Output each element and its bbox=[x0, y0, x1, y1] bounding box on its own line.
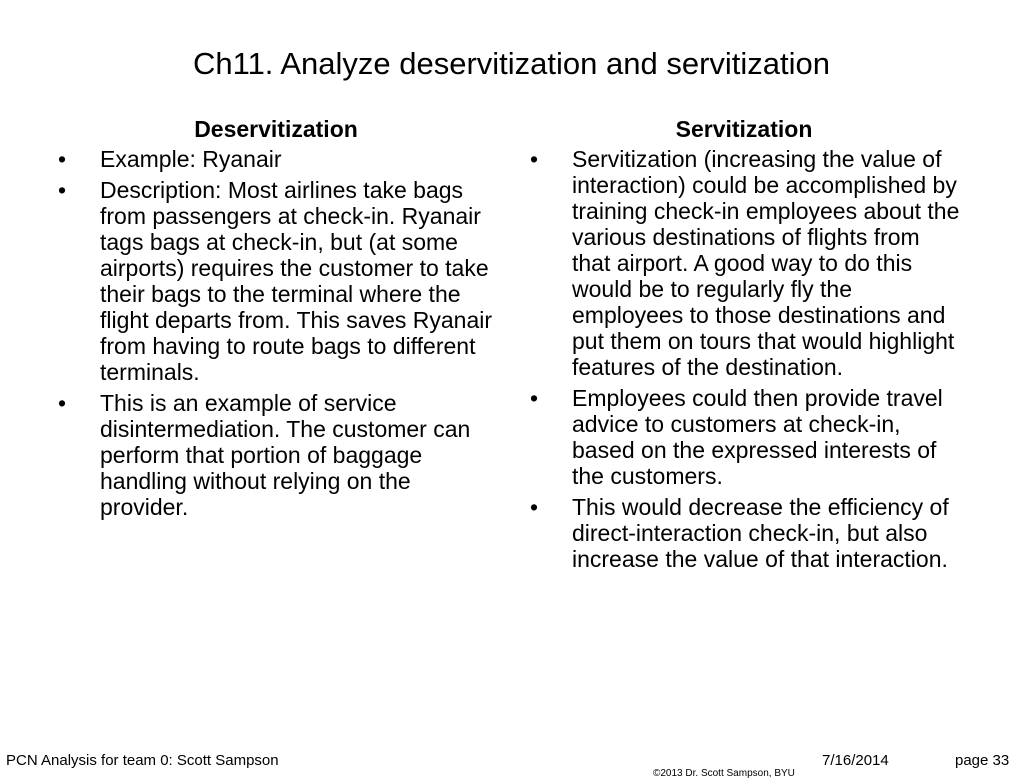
footer-page-number: page 33 bbox=[955, 752, 1010, 769]
bullet-text: This is an example of service disintermediation. The customer can perform that portion of baggage handling without relying on the provider. bbox=[100, 390, 471, 520]
bullet-text: This would decrease the efficiency of direct-interaction check-in, but also increase the value of that interaction. bbox=[572, 494, 949, 572]
bullet-icon: • bbox=[58, 390, 67, 416]
deservitization-bullet-list bbox=[56, 146, 496, 520]
list-item bbox=[528, 494, 960, 572]
slide-title: Ch11. Analyze deservitization and servitization bbox=[193, 46, 830, 81]
footer-date: 7/16/2014 bbox=[822, 752, 889, 769]
deservitization-column bbox=[56, 114, 496, 525]
bullet-icon: • bbox=[530, 385, 539, 411]
bullet-icon: • bbox=[58, 146, 67, 172]
bullet-icon: • bbox=[58, 177, 67, 203]
servitization-heading: Servitization bbox=[675, 116, 813, 142]
list-item bbox=[528, 385, 960, 489]
list-item bbox=[528, 146, 960, 380]
deservitization-heading: Deservitization bbox=[194, 116, 358, 142]
servitization-column bbox=[528, 114, 960, 577]
list-item bbox=[56, 390, 496, 520]
bullet-text: Employees could then provide travel advice to customers at check-in, based on the expressed interests of the customers. bbox=[572, 385, 943, 489]
servitization-bullet-list bbox=[528, 146, 960, 572]
footer-copyright: ©2013 Dr. Scott Sampson, BYU bbox=[653, 768, 795, 779]
list-item bbox=[56, 146, 496, 172]
bullet-icon: • bbox=[530, 146, 539, 172]
bullet-text: Servitization (increasing the value of interaction) could be accomplished by training check-in employees about the various destinations of flights from that airport. A good way to do this would be to regularly fly the employees to those destinations and put them on tours that would highlight features of the destination. bbox=[572, 146, 960, 380]
bullet-text: Description: Most airlines take bags from passengers at check-in. Ryanair tags bags at check-in, but (at some airports) requires the customer to take their bags to the terminal where the flight departs from. This saves Ryanair from having to route bags to different terminals. bbox=[100, 177, 493, 385]
bullet-text: Example: Ryanair bbox=[100, 146, 282, 172]
list-item bbox=[56, 177, 496, 385]
bullet-icon: • bbox=[530, 494, 539, 520]
footer-presentation-label: PCN Analysis for team 0: Scott Sampson bbox=[6, 752, 279, 769]
